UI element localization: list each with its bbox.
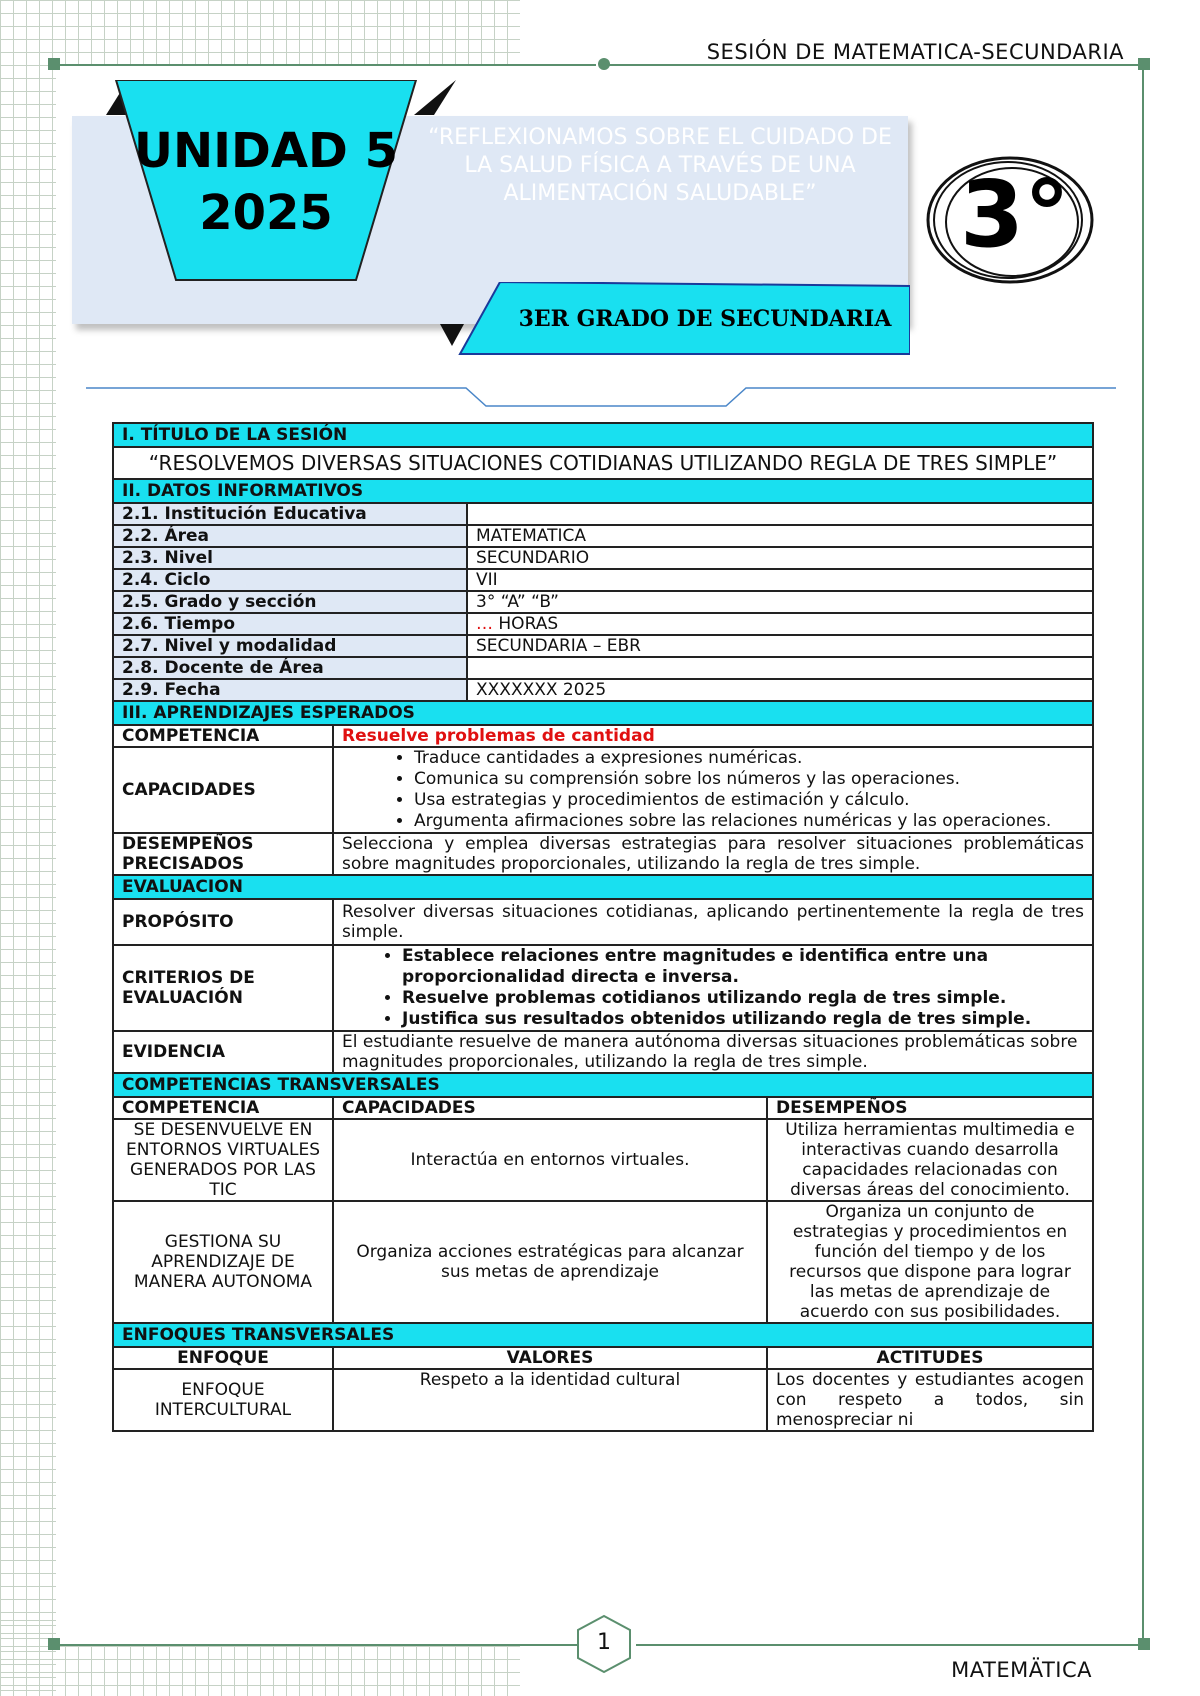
info-value (467, 613, 1093, 635)
corner-square (48, 1638, 60, 1650)
table-row (113, 613, 1093, 635)
corner-square (1138, 1638, 1150, 1650)
info-label: 2.9. Fecha (113, 679, 467, 701)
competencia-value: Resuelve problemas de cantidad (333, 725, 1093, 747)
column-header: ACTITUDES (767, 1347, 1093, 1369)
info-label: 2.3. Nivel (113, 547, 467, 569)
time-unit: HORAS (493, 614, 559, 634)
section-datos-header: II. DATOS INFORMATIVOS (113, 479, 1093, 503)
table-row (113, 833, 1093, 875)
column-header: ENFOQUE (113, 1347, 333, 1369)
time-placeholder: … (476, 614, 493, 634)
transversal-desempenos: Utiliza herramientas multimedia e interactivas cuando desarrolla capacidades relacionadas con diversas áreas del conocimiento. (767, 1119, 1093, 1201)
info-label: 2.7. Nivel y modalidad (113, 635, 467, 657)
list-item: • Establece relaciones entre magnitudes e identifica entre una proporcionalidad directa e inversa. (402, 946, 1084, 988)
info-value: 3° “A” “B” (467, 591, 1093, 613)
table-row (113, 503, 1093, 525)
list-item: • Argumenta afirmaciones sobre las relaciones numéricas y las operaciones. (414, 811, 1084, 832)
info-label: 2.2. Área (113, 525, 467, 547)
list-item: • Resuelve problemas cotidianos utilizando regla de tres simple. (402, 988, 1084, 1009)
table-row (113, 547, 1093, 569)
grade-number: 3° (959, 161, 1070, 268)
transversal-competencia: GESTIONA SU APRENDIZAJE DE MANERA AUTONOMA (113, 1201, 333, 1323)
grid-decoration-left (0, 0, 56, 1696)
info-label: 2.4. Ciclo (113, 569, 467, 591)
section-enfoques-header: ENFOQUES TRANSVERSALES (113, 1323, 1093, 1347)
criterios-label: CRITERIOS DE EVALUACIÓN (113, 945, 333, 1031)
info-value: MATEMATICA (467, 525, 1093, 547)
column-header: DESEMPEÑOS (767, 1097, 1093, 1119)
table-row (113, 635, 1093, 657)
table-row (113, 569, 1093, 591)
divider-line (86, 384, 1116, 410)
table-row (113, 1201, 1093, 1323)
enfoque-name: ENFOQUE INTERCULTURAL (113, 1369, 333, 1431)
list-item: • Comunica su comprensión sobre los números y las operaciones. (414, 769, 1084, 790)
table-row (113, 1369, 1093, 1431)
proposito-value: Resolver diversas situaciones cotidianas, aplicando pertinentemente la regla de tres simple. (333, 899, 1093, 945)
proposito-label: PROPÓSITO (113, 899, 333, 945)
table-row (113, 591, 1093, 613)
section-transversales-header: COMPETENCIAS TRANSVERSALES (113, 1073, 1093, 1097)
unit-title: “REFLEXIONAMOS SOBRE EL CUIDADO DE LA SALUD FÍSICA A TRAVÉS DE UNA ALIMENTACIÓN SALUDABLE” (428, 125, 892, 206)
info-label: 2.6. Tiempo (113, 613, 467, 635)
evidencia-value: El estudiante resuelve de manera autónoma diversas situaciones problemáticas sobre magnitudes proporcionales, utilizando la regla de tres simple. (333, 1031, 1093, 1073)
table-header-row (113, 1097, 1093, 1119)
column-header: VALORES (333, 1347, 767, 1369)
column-header: CAPACIDADES (333, 1097, 767, 1119)
info-value: SECUNDARIA – EBR (467, 635, 1093, 657)
info-value (467, 657, 1093, 679)
section-evaluacion-header: EVALUACION (113, 875, 1093, 899)
corner-square (1138, 58, 1150, 70)
evidencia-label: EVIDENCIA (113, 1031, 333, 1073)
frame-line-bottom-left (56, 1644, 596, 1646)
info-value: SECUNDARIO (467, 547, 1093, 569)
capacidades-label: CAPACIDADES (113, 747, 333, 833)
info-value (467, 503, 1093, 525)
info-value: XXXXXXX 2025 (467, 679, 1093, 701)
section-title-header: I. TÍTULO DE LA SESIÓN (113, 423, 1093, 447)
frame-line-top-left (56, 64, 596, 66)
transversal-desempenos: Organiza un conjunto de estrategias y procedimientos en función del tiempo y de los recursos que dispone para lograr las metas de aprendizaje de acuerdo con sus posibilidades. (767, 1201, 1093, 1323)
table-row (113, 657, 1093, 679)
table-row (113, 747, 1093, 833)
transversal-competencia: SE DESENVUELVE EN ENTORNOS VIRTUALES GENERADOS POR LAS TIC (113, 1119, 333, 1201)
unit-number: UNIDAD 5 (134, 123, 398, 179)
unit-heading (116, 120, 416, 244)
session-title: “RESOLVEMOS DIVERSAS SITUACIONES COTIDIANAS UTILIZANDO REGLA DE TRES SIMPLE” (113, 447, 1093, 479)
info-label: 2.5. Grado y sección (113, 591, 467, 613)
table-row (113, 725, 1093, 747)
section-aprendizajes-header: III. APRENDIZAJES ESPERADOS (113, 701, 1093, 725)
desempenos-label: DESEMPEÑOS PRECISADOS (113, 833, 333, 875)
footer-subject: MATEMÄTICA (951, 1658, 1092, 1682)
frame-line-top-right (604, 64, 1144, 66)
list-item: • Justifica sus resultados obtenidos utilizando regla de tres simple. (402, 1009, 1084, 1030)
table-row (113, 1119, 1093, 1201)
enfoque-actitudes: Los docentes y estudiantes acogen con respeto a todos, sin menospreciar ni (767, 1369, 1093, 1431)
session-table (112, 422, 1094, 1432)
grade-label: 3ER GRADO DE SECUNDARIA (518, 306, 892, 332)
criterios-list-cell (333, 945, 1093, 1031)
corner-square (48, 58, 60, 70)
table-row (113, 945, 1093, 1031)
unit-year: 2025 (199, 185, 333, 241)
table-header-row (113, 1347, 1093, 1369)
session-header: SESIÓN DE MATEMATICA-SECUNDARIA (706, 40, 1124, 64)
transversal-capacidades: Interactúa en entornos virtuales. (333, 1119, 767, 1201)
table-row (113, 679, 1093, 701)
frame-line-bottom-right (636, 1644, 1144, 1646)
criterios-list (342, 946, 1084, 1030)
transversal-capacidades: Organiza acciones estratégicas para alcanzar sus metas de aprendizaje (333, 1201, 767, 1323)
desempenos-value: Selecciona y emplea diversas estrategias para resolver situaciones problemáticas sobre magnitudes proporcionales, utilizando la regla de tres simple. (333, 833, 1093, 875)
competencia-label: COMPETENCIA (113, 725, 333, 747)
table-row (113, 899, 1093, 945)
capacidades-list (342, 748, 1084, 832)
enfoque-valores: Respeto a la identidad cultural (333, 1369, 767, 1431)
table-row (113, 1031, 1093, 1073)
frame-line-right (1142, 64, 1144, 1644)
list-item: • Traduce cantidades a expresiones numéricas. (414, 748, 1084, 769)
corner-dot (598, 58, 610, 70)
info-label: 2.8. Docente de Área (113, 657, 467, 679)
column-header: COMPETENCIA (113, 1097, 333, 1119)
capacidades-list-cell (333, 747, 1093, 833)
table-row (113, 525, 1093, 547)
page-number: 1 (597, 1630, 611, 1655)
list-item: • Usa estrategias y procedimientos de estimación y cálculo. (414, 790, 1084, 811)
info-label: 2.1. Institución Educativa (113, 503, 467, 525)
info-value: VII (467, 569, 1093, 591)
